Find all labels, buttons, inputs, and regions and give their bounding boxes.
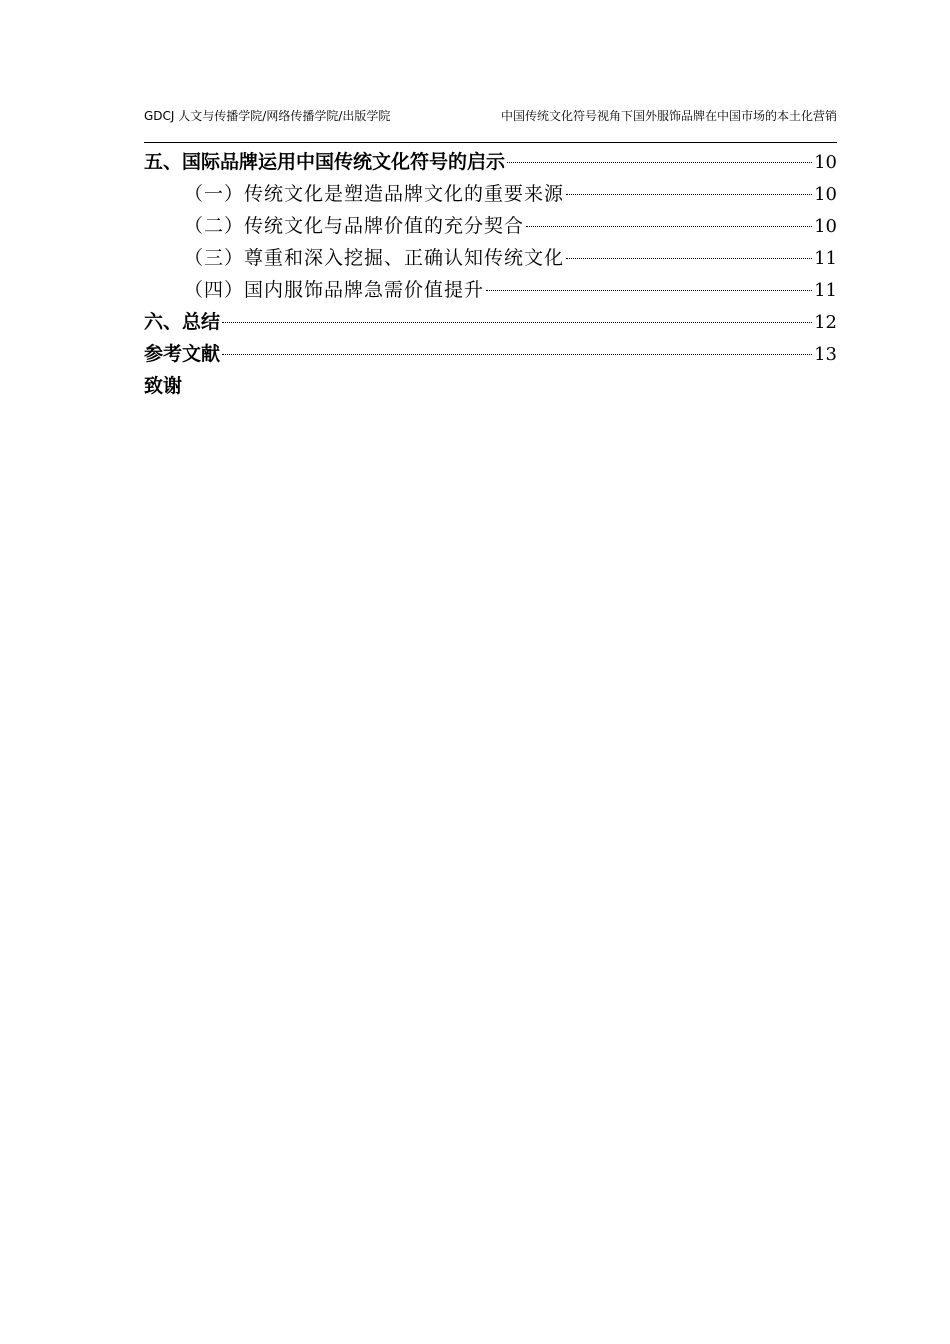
toc-entry-section-5-2[interactable] <box>144 210 837 242</box>
toc-page-number: 10 <box>814 216 837 237</box>
toc-dot-leader <box>526 226 812 227</box>
toc-entry-acknowledgements[interactable] <box>144 370 837 402</box>
toc-page-number: 12 <box>814 312 837 333</box>
toc-page-number: 11 <box>814 248 837 269</box>
toc-dot-leader <box>222 354 812 355</box>
toc-entry-title: （一）传统文化是塑造品牌文化的重要来源 <box>184 183 565 205</box>
toc-dot-leader <box>222 322 812 323</box>
toc-entry-section-6[interactable] <box>144 306 837 338</box>
toc-entry-section-5[interactable] <box>144 146 837 178</box>
toc-entry-title: 致谢 <box>144 375 183 397</box>
running-header <box>144 108 837 143</box>
toc-entry-section-5-1[interactable] <box>144 178 837 210</box>
toc-entry-title: （二）传统文化与品牌价值的充分契合 <box>184 215 525 237</box>
toc-entry-title: （三）尊重和深入挖掘、正确认知传统文化 <box>184 247 565 269</box>
toc-entry-references[interactable] <box>144 338 837 370</box>
toc-entry-title: （四）国内服饰品牌急需价值提升 <box>184 279 485 301</box>
toc-dot-leader <box>566 258 812 259</box>
toc-entry-title: 参考文献 <box>144 343 221 365</box>
toc-dot-leader <box>486 290 812 291</box>
toc-dot-leader <box>507 162 812 163</box>
toc-entry-title: 五、国际品牌运用中国传统文化符号的启示 <box>144 151 506 173</box>
toc-dot-leader <box>566 194 812 195</box>
toc-entry-section-5-3[interactable] <box>144 242 837 274</box>
header-thesis-title: 中国传统文化符号视角下国外服饰品牌在中国市场的本土化营销 <box>500 109 837 123</box>
header-institution: GDCJ 人文与传播学院/网络传播学院/出版学院 <box>144 109 391 123</box>
toc-entry-title: 六、总结 <box>144 311 221 333</box>
toc-page-number: 13 <box>814 344 837 365</box>
toc-entry-section-5-4[interactable] <box>144 274 837 306</box>
toc-page-number: 11 <box>814 280 837 301</box>
toc-page-number: 10 <box>814 184 837 205</box>
table-of-contents <box>144 146 837 402</box>
toc-page-number: 10 <box>814 152 837 173</box>
